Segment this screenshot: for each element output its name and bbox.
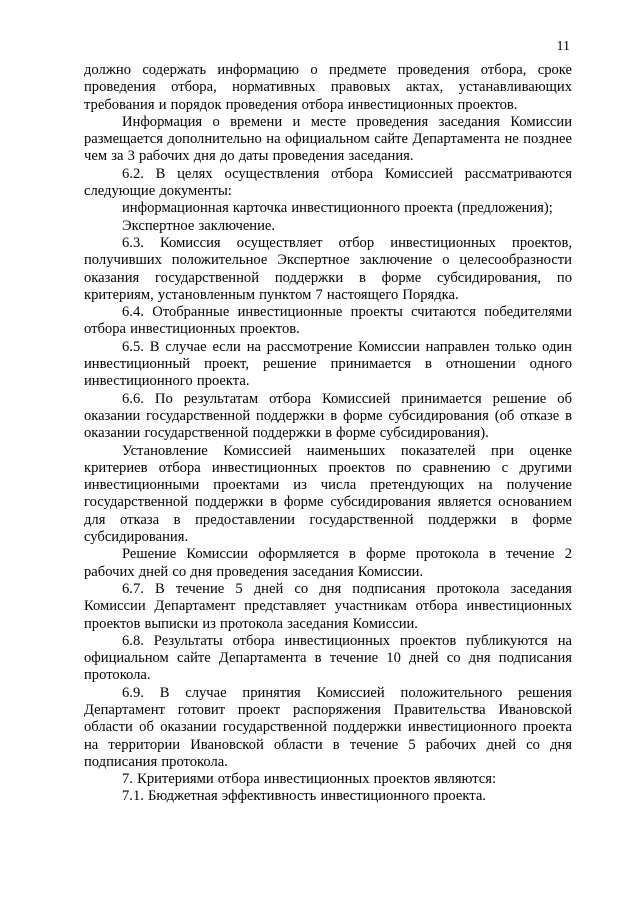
paragraph: 6.4. Отобранные инвестиционные проекты считаются победителями отбора инвестиционных проектов. (84, 304, 572, 338)
paragraph: 6.6. По результатам отбора Комиссией принимается решение об оказании государственной поддержки в форме субсидирования (об отказе в оказании государственной поддержки в форме субсидирования). (84, 390, 572, 442)
page-number: 11 (556, 39, 570, 54)
paragraph: 6.2. В целях осуществления отбора Комиссией рассматриваются следующие документы: (84, 165, 572, 200)
paragraph: должно содержать информацию о предмете проведения отбора, сроке проведения отбора, нормативных правовых актах, устанавливающих требования и порядок проведения отбора инвестиционных проектов. (84, 62, 572, 113)
paragraph: Экспертное заключение. (122, 217, 276, 234)
paragraph: 6.9. В случае принятия Комиссией положительного решения Департамент готовит проект распоряжения Правительства Ивановской области об оказании государственной поддержки инвестиционного проекта на территории Ивановской области в течение 5 рабочих дней со дня подписания протокола. (84, 684, 572, 770)
paragraph: 6.5. В случае если на рассмотрение Комиссии направлен только один инвестиционный проект, решение принимается в отношении одного инвестиционного проекта. (84, 338, 572, 390)
document-body (84, 62, 572, 806)
paragraph: 6.8. Результаты отбора инвестиционных проектов публикуются на официальном сайте Департамента в течение 10 дней со дня подписания протокола. (84, 632, 572, 684)
paragraph: 6.7. В течение 5 дней со дня подписания протокола заседания Комиссии Департамент представляет участникам отбора инвестиционных проектов выписки из протокола заседания Комиссии. (84, 580, 572, 632)
paragraph: Установление Комиссией наименьших показателей при оценке критериев отбора инвестиционных проектов по сравнению с другими инвестиционными проектами из числа претендующих на получение государственной поддержки в форме субсидирования является основанием для отказа в предоставлении государственной поддержки в форме субсидирования. (84, 442, 572, 546)
paragraph: 7.1. Бюджетная эффективность инвестиционного проекта. (122, 788, 486, 805)
paragraph: 7. Критериями отбора инвестиционных проектов являются: (122, 771, 497, 788)
paragraph: Решение Комиссии оформляется в форме протокола в течение 2 рабочих дней со дня проведения заседания Комиссии. (84, 546, 572, 580)
paragraph: 6.3. Комиссия осуществляет отбор инвестиционных проектов, получивших положительное Экспертное заключение о целесообразности оказания государственной поддержки в форме субсидирования, по критериям, установленным пунктом 7 настоящего Порядка. (84, 234, 572, 303)
paragraph: информационная карточка инвестиционного проекта (предложения); (122, 200, 553, 217)
paragraph: Информация о времени и месте проведения заседания Комиссии размещается дополнительно на официальном сайте Департамента не позднее чем за 3 рабочих дня до даты проведения заседания. (84, 113, 572, 165)
